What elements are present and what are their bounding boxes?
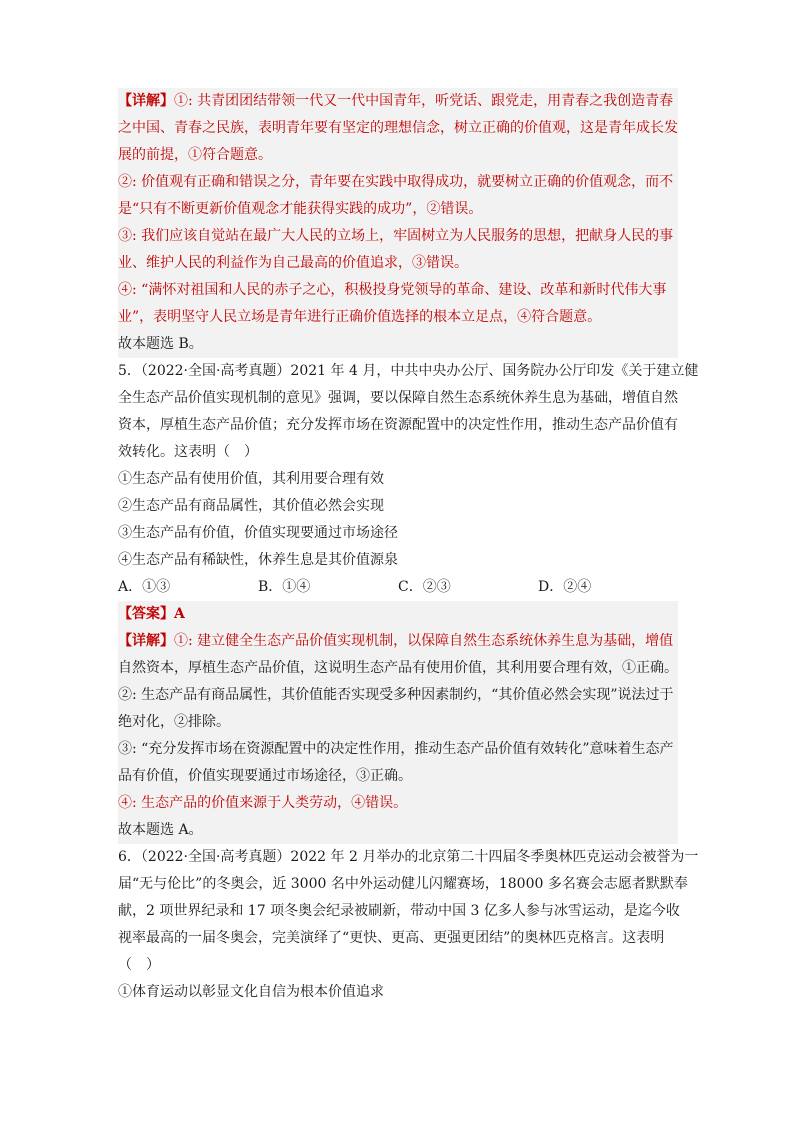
question-5 <box>118 358 699 601</box>
prev-detail-line: ③: 我们应该自觉站在最广大人民的立场上，牢固树立为人民服务的思想，把献身人民的事 <box>118 228 674 244</box>
q6-stem-line: 届“无与伦比”的冬奥会，近 3000 名中外运动健儿闪耀赛场，18000 多名赛会志愿者默默奉 <box>118 876 688 892</box>
q6-stem-line: （ ） <box>118 957 160 973</box>
q5-stem-line: 5．（2022·全国·高考真题）2021 年 4 月，中共中央办公厅、国务院办公厅印发《关于建立健 <box>118 363 699 379</box>
q5-answer: 【答案】A <box>118 606 185 622</box>
q5-stem-line: 资本，厚植生态产品价值；充分发挥市场在资源配置中的决定性作用，推动生态产品价值有 <box>118 417 678 433</box>
q5-detail-line: 【详解】①: 建立健全生态产品价值实现机制，以保障自然生态系统休养生息为基础，增值 <box>118 633 674 649</box>
q5-item: ①生态产品有使用价值，其利用要合理有效 <box>118 471 384 487</box>
q5-option-d: D．②④ <box>538 579 592 595</box>
q5-detail-line: 绝对化，②排除。 <box>118 714 230 730</box>
q5-stem-line: 效转化。这表明（ ） <box>118 444 258 460</box>
q5-stem-line: 全生态产品价值实现机制的意见》强调，要以保障自然生态系统休养生息为基础，增值自然 <box>118 390 678 406</box>
detail-label: 【详解】 <box>118 93 174 109</box>
q6-stem-line: 6．（2022·全国·高考真题）2022 年 2 月举办的北京第二十四届冬季奥林匹克运动会被誉为一 <box>118 849 699 865</box>
prev-detail-line: 是“只有不断更新价值观念才能获得实践的成功”，②错误。 <box>118 201 483 217</box>
q5-option-b: B．①④ <box>258 579 311 595</box>
q5-detail-line: ②: 生态产品有商品属性，其价值能否实现受多种因素制约，“其价值必然会实现”说法过于 <box>118 687 674 703</box>
q5-item: ④生态产品有稀缺性，休养生息是其价值源泉 <box>118 552 398 568</box>
q5-detail-line: 品有价值，价值实现要通过市场途径，③正确。 <box>118 768 412 784</box>
q6-stem-line: 献，2 项世界纪录和 17 项冬奥会纪录被刷新，带动中国 3 亿多人参与冰雪运动，是迄今收 <box>118 903 680 919</box>
q6-item: ①体育运动以彰显文化自信为根本价值追求 <box>118 984 384 1000</box>
q5-answer-block <box>118 601 678 844</box>
q5-options <box>118 574 678 601</box>
prev-detail-line: 展的前提，①符合题意。 <box>118 147 272 163</box>
q5-detail-line: 自然资本，厚植生态产品价值，这说明生态产品有使用价值，其利用要合理有效，①正确。 <box>118 660 678 676</box>
q5-item: ②生态产品有商品属性，其价值必然会实现 <box>118 498 384 514</box>
question-6 <box>118 844 699 1006</box>
prev-detail-line: ④: “满怀对祖国和人民的赤子之心，积极投身党领导的革命、建设、改革和新时代伟大事 <box>118 282 667 298</box>
q5-option-c: C．②③ <box>398 579 451 595</box>
q5-detail-line: ③: “充分发挥市场在资源配置中的决定性作用，推动生态产品价值有效转化”意味着生态产 <box>118 741 674 757</box>
prev-detail-line: 【详解】①: 共青团团结带领一代又一代中国青年，听党话、跟党走，用青春之我创造青春 <box>118 93 674 109</box>
q6-stem-line: 视率最高的一届冬奥会，完美演绎了“更快、更高、更强更团结”的奥林匹克格言。这表明 <box>118 930 665 946</box>
prev-detail-line: ②: 价值观有正确和错误之分，青年要在实践中取得成功，就要树立正确的价值观念，而不 <box>118 174 674 190</box>
detail-label: 【详解】 <box>118 633 174 649</box>
q5-detail-line: ④: 生态产品的价值来源于人类劳动，④错误。 <box>118 795 408 811</box>
prev-detail-line: 业”，表明坚守人民立场是青年进行正确价值选择的根本立足点，④符合题意。 <box>118 309 602 325</box>
prev-detail-block <box>118 88 678 358</box>
q5-item: ③生态产品有价值，价值实现要通过市场途径 <box>118 525 398 541</box>
prev-detail-line: 业、维护人民的利益作为自己最高的价值追求，③错误。 <box>118 255 468 271</box>
q5-option-a: A．①③ <box>118 579 171 595</box>
prev-detail-line: 之中国、青春之民族，表明青年要有坚定的理想信念，树立正确的价值观，这是青年成长发 <box>118 120 678 136</box>
prev-conclusion: 故本题选 B。 <box>118 336 203 352</box>
page-content <box>118 88 699 1006</box>
q5-conclusion: 故本题选 A。 <box>118 822 203 838</box>
